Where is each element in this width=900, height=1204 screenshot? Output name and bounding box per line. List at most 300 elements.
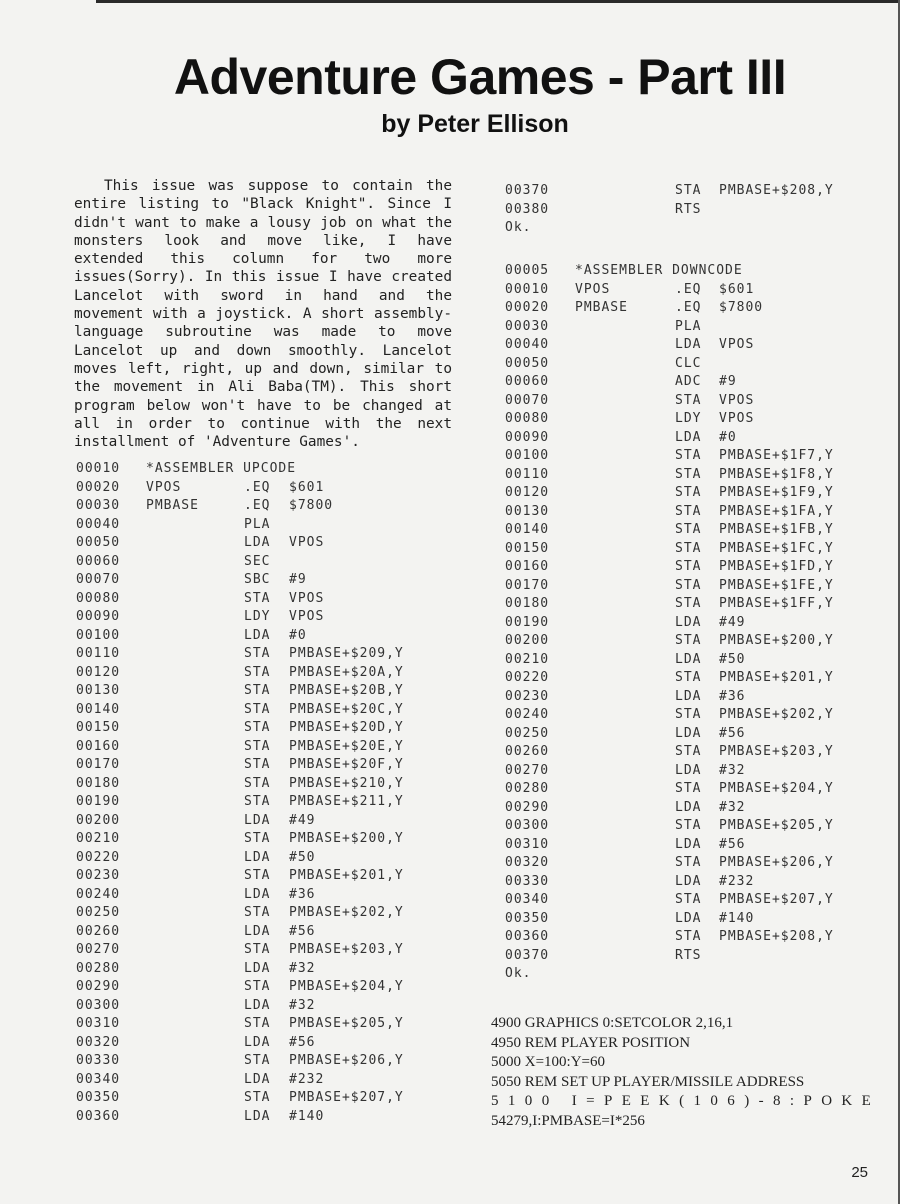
code-arg: #36 (289, 886, 316, 902)
code-op: SEC (244, 553, 271, 569)
code-lab: PMBASE (146, 498, 199, 513)
code-arg: PMBASE+$202,Y (289, 905, 404, 920)
code-num: 00350 (505, 910, 550, 926)
basic-line: 54279,I:PMBASE=I*256 (491, 1112, 645, 1129)
page-number: 25 (851, 1164, 868, 1181)
listing-upcode (76, 460, 436, 1126)
code-op: STA (244, 646, 271, 661)
code-op: SBC (244, 572, 271, 587)
code-op: LDA (244, 1034, 271, 1050)
code-op: LDA (675, 762, 702, 778)
code-num: 00070 (505, 392, 550, 408)
code-line (505, 429, 875, 448)
code-op: LDA (675, 337, 702, 352)
code-arg: #0 (719, 429, 737, 445)
code-num: 00040 (505, 337, 550, 352)
code-line (76, 571, 436, 590)
code-line (76, 923, 436, 942)
basic-line: 5100 I=PEEK(106)-8:POKE (491, 1093, 881, 1109)
code-arg: PMBASE+$205,Y (719, 818, 834, 833)
code-num: 00100 (76, 627, 121, 643)
code-op: STA (675, 781, 702, 796)
code-op: LDA (675, 799, 702, 815)
code-num: 00330 (505, 873, 550, 889)
code-op: STA (675, 744, 702, 759)
code-arg: PMBASE+$1FE,Y (719, 577, 834, 593)
code-op: LDA (675, 873, 702, 889)
code-op: LDA (244, 535, 271, 550)
code-line (76, 1108, 436, 1127)
code-num: 00040 (76, 516, 121, 532)
code-op: STA (675, 707, 702, 722)
code-line (76, 516, 436, 535)
code-num: 00340 (76, 1071, 121, 1087)
code-num: 00130 (505, 503, 550, 519)
listing-upcode-end (505, 182, 875, 238)
code-arg: PMBASE+$20B,Y (289, 683, 404, 698)
code-num: 00180 (76, 775, 121, 791)
code-arg: $7800 (719, 300, 764, 315)
code-op: STA (675, 522, 702, 537)
code-num: 00330 (76, 1053, 121, 1068)
code-num: 00050 (505, 355, 550, 371)
code-line (76, 738, 436, 757)
code-arg: PMBASE+$207,Y (289, 1090, 404, 1105)
code-num: 00050 (76, 535, 121, 550)
code-line (76, 1034, 436, 1053)
code-op: STA (675, 596, 702, 611)
code-line (505, 182, 875, 201)
code-arg: PMBASE+$20E,Y (289, 738, 404, 754)
code-num: 00280 (505, 781, 550, 796)
code-op: STA (244, 1090, 271, 1105)
code-num: 00030 (76, 498, 121, 513)
code-num: 00260 (505, 744, 550, 759)
code-line (505, 725, 875, 744)
code-num: 00240 (505, 707, 550, 722)
code-arg: #140 (289, 1108, 325, 1124)
code-op: LDA (244, 886, 271, 902)
code-arg: PMBASE+$1FA,Y (719, 503, 834, 519)
code-line (505, 706, 875, 725)
code-op: LDA (244, 997, 271, 1013)
code-num: 00340 (505, 892, 550, 907)
code-line (505, 392, 875, 411)
code-line (505, 910, 875, 929)
code-line (76, 719, 436, 738)
code-num: 00010 (76, 461, 121, 476)
code-num: 00320 (76, 1034, 121, 1050)
code-op: STA (244, 590, 271, 606)
code-arg: PMBASE+$20D,Y (289, 720, 404, 735)
code-num: 00230 (76, 868, 121, 883)
code-num: 00080 (505, 411, 550, 426)
code-op: LDA (675, 614, 702, 630)
code-arg: #56 (289, 923, 316, 939)
code-num: 00270 (505, 762, 550, 778)
code-op: STA (675, 929, 702, 944)
code-op: STA (244, 775, 271, 791)
code-line (76, 590, 436, 609)
code-num: 00060 (505, 374, 550, 389)
code-arg: #49 (289, 812, 316, 828)
code-op: STA (244, 1053, 271, 1068)
code-num: 00310 (505, 836, 550, 852)
code-op: LDA (244, 1108, 271, 1124)
code-line (505, 743, 875, 762)
code-line (76, 608, 436, 627)
code-op: LDA (675, 688, 702, 704)
code-op: STA (244, 979, 271, 994)
code-line (505, 262, 875, 281)
code-arg: PMBASE+$207,Y (719, 892, 834, 907)
code-num: 00005 (505, 263, 550, 278)
code-line (76, 867, 436, 886)
code-line (505, 817, 875, 836)
code-arg: VPOS (719, 392, 755, 408)
intro-paragraph: This issue was suppose to contain the entire listing to "Black Knight". Since I didn't want to make a lousy job on what the monsters look and move like, I have extended this column for two more issues(Sorry). In this issue I have created Lancelot with sword in hand and the movement with a joystick. A short assembly-language subroutine was made to move Lancelot up and down smoothly. Lancelot moves left, right, up and down, similar to the movement in Ali Baba(TM). This short program below won't have to be changed at all in order to continue with the next installment of 'Adventure Games'. (74, 178, 452, 451)
code-op: STA (244, 701, 271, 717)
code-arg: PMBASE+$1F9,Y (719, 485, 834, 500)
code-num: 00290 (76, 979, 121, 994)
code-lab: VPOS (146, 479, 182, 495)
basic-line: 4900 GRAPHICS 0:SETCOLOR 2,16,1 (491, 1015, 734, 1031)
code-line (505, 558, 875, 577)
code-op: STA (675, 670, 702, 685)
code-op: LDA (675, 651, 702, 667)
code-num: 00190 (76, 794, 121, 809)
code-arg: PMBASE+$211,Y (289, 794, 404, 809)
code-arg: PMBASE+$208,Y (719, 929, 834, 944)
code-op: STA (675, 633, 702, 648)
code-line (505, 318, 875, 337)
code-op: STA (675, 392, 702, 408)
intro-text (74, 177, 452, 451)
code-line (505, 928, 875, 947)
code-op: PLA (675, 318, 702, 334)
code-arg: PMBASE+$201,Y (289, 868, 404, 883)
code-line (505, 854, 875, 873)
code-line (505, 466, 875, 485)
code-arg: #56 (719, 725, 746, 741)
code-line (76, 479, 436, 498)
article-byline: by Peter Ellison (381, 110, 569, 138)
code-line (76, 1071, 436, 1090)
code-line (505, 873, 875, 892)
code-num: 00150 (76, 720, 121, 735)
code-line (76, 886, 436, 905)
code-arg: #36 (719, 688, 746, 704)
code-op: LDY (244, 609, 271, 624)
code-line (505, 336, 875, 355)
code-arg: PMBASE+$20F,Y (289, 757, 404, 772)
code-num: 00230 (505, 688, 550, 704)
code-num: 00020 (505, 300, 550, 315)
code-num: 00170 (76, 757, 121, 772)
code-op: LDA (244, 960, 271, 976)
code-arg: PMBASE+$1FF,Y (719, 596, 834, 611)
code-arg: #232 (719, 873, 755, 889)
basic-line: 5050 REM SET UP PLAYER/MISSILE ADDRESS (491, 1073, 805, 1090)
code-line (76, 1015, 436, 1034)
code-num: 00250 (76, 905, 121, 920)
code-line (76, 997, 436, 1016)
code-arg: PMBASE+$204,Y (289, 979, 404, 994)
code-line (76, 756, 436, 775)
code-op: LDA (675, 836, 702, 852)
code-op: STA (675, 855, 702, 870)
code-lab: *ASSEMBLER UPCODE (146, 461, 297, 476)
code-num: 00220 (505, 670, 550, 685)
code-num: 00030 (505, 318, 550, 334)
code-arg: #0 (289, 627, 307, 643)
code-arg: PMBASE+$206,Y (719, 855, 834, 870)
code-arg: PMBASE+$20C,Y (289, 701, 404, 717)
code-num: 00270 (76, 942, 121, 957)
code-lab: VPOS (575, 281, 611, 297)
code-arg: PMBASE+$206,Y (289, 1053, 404, 1068)
code-num: 00110 (505, 466, 550, 482)
code-num: 00170 (505, 577, 550, 593)
basic-line: 5000 X=100:Y=60 (491, 1054, 606, 1070)
code-num: 00250 (505, 725, 550, 741)
code-num: 00150 (505, 540, 550, 556)
code-num: 00120 (505, 485, 550, 500)
code-arg: PMBASE+$1FC,Y (719, 540, 834, 556)
code-line (505, 836, 875, 855)
code-num: 00280 (76, 960, 121, 976)
code-op: STA (244, 757, 271, 772)
code-line (505, 577, 875, 596)
code-op: STA (244, 942, 271, 957)
code-line (76, 627, 436, 646)
code-line (76, 793, 436, 812)
code-op: LDA (244, 1071, 271, 1087)
code-arg: PMBASE+$1FB,Y (719, 522, 834, 537)
code-op: CLC (675, 355, 702, 371)
code-arg: PMBASE+$200,Y (289, 831, 404, 846)
code-lab: *ASSEMBLER DOWNCODE (575, 263, 743, 278)
code-op: ADC (675, 374, 702, 389)
code-op: RTS (675, 201, 702, 217)
code-line (76, 1089, 436, 1108)
code-line (505, 651, 875, 670)
code-op: STA (244, 1016, 271, 1031)
code-num: 00380 (505, 201, 550, 217)
code-num: 00180 (505, 596, 550, 611)
code-num: Ok. (505, 966, 532, 981)
code-arg: $601 (719, 281, 755, 297)
code-num: 00010 (505, 281, 550, 297)
code-line (505, 373, 875, 392)
code-line (505, 521, 875, 540)
code-arg: #49 (719, 614, 746, 630)
code-line (76, 775, 436, 794)
code-op: STA (244, 868, 271, 883)
code-op: STA (675, 183, 702, 198)
code-line (505, 614, 875, 633)
code-num: 00140 (505, 522, 550, 537)
code-arg: PMBASE+$205,Y (289, 1016, 404, 1031)
code-line (505, 762, 875, 781)
code-op: STA (244, 720, 271, 735)
code-line (505, 799, 875, 818)
code-num: 00350 (76, 1090, 121, 1105)
code-num: 00310 (76, 1016, 121, 1031)
code-num: 00300 (505, 818, 550, 833)
basic-line: 4950 REM PLAYER POSITION (491, 1034, 691, 1051)
code-op: .EQ (244, 498, 271, 513)
code-line (505, 595, 875, 614)
code-op: LDA (675, 429, 702, 445)
code-op: STA (675, 540, 702, 556)
code-num: 00320 (505, 855, 550, 870)
code-line (76, 701, 436, 720)
code-op: .EQ (675, 281, 702, 297)
code-arg: #32 (289, 997, 316, 1013)
code-line (76, 978, 436, 997)
code-num: 00110 (76, 646, 121, 661)
code-num: 00370 (505, 947, 550, 963)
code-arg: VPOS (289, 609, 325, 624)
code-op: LDA (244, 812, 271, 828)
code-op: STA (675, 892, 702, 907)
code-line (505, 219, 875, 238)
code-num: 00200 (76, 812, 121, 828)
code-num: 00120 (76, 664, 121, 680)
code-num: 00220 (76, 849, 121, 865)
code-arg: PMBASE+$203,Y (719, 744, 834, 759)
code-op: STA (675, 577, 702, 593)
code-line (76, 960, 436, 979)
page-top-border (96, 0, 900, 3)
code-line (505, 632, 875, 651)
code-arg: #56 (289, 1034, 316, 1050)
code-arg: #56 (719, 836, 746, 852)
code-op: PLA (244, 516, 271, 532)
code-op: STA (675, 818, 702, 833)
code-op: LDA (675, 910, 702, 926)
code-line (76, 812, 436, 831)
code-arg: PMBASE+$20A,Y (289, 664, 404, 680)
code-op: LDA (244, 849, 271, 865)
code-line (76, 830, 436, 849)
code-arg: #50 (289, 849, 316, 865)
code-arg: #9 (719, 374, 737, 389)
basic-listing (491, 1014, 881, 1131)
code-line (505, 688, 875, 707)
code-op: STA (244, 794, 271, 809)
code-op: STA (244, 683, 271, 698)
code-num: 00140 (76, 701, 121, 717)
code-num: 00260 (76, 923, 121, 939)
code-op: LDY (675, 411, 702, 426)
code-op: STA (244, 831, 271, 846)
code-arg: #32 (719, 799, 746, 815)
code-line (505, 947, 875, 966)
code-num: 00210 (505, 651, 550, 667)
code-op: STA (244, 905, 271, 920)
code-num: 00190 (505, 614, 550, 630)
code-arg: PMBASE+$203,Y (289, 942, 404, 957)
code-arg: VPOS (719, 411, 755, 426)
code-op: STA (675, 559, 702, 574)
code-arg: $7800 (289, 498, 334, 513)
code-arg: PMBASE+$1FD,Y (719, 559, 834, 574)
article-title: Adventure Games - Part III (173, 49, 787, 105)
listing-downcode (505, 262, 875, 984)
code-arg: PMBASE+$204,Y (719, 781, 834, 796)
code-num: 00070 (76, 572, 121, 587)
code-line (505, 891, 875, 910)
code-lab: PMBASE (575, 300, 628, 315)
code-line (505, 780, 875, 799)
code-num: 00210 (76, 831, 121, 846)
code-op: STA (675, 448, 702, 463)
code-arg: #232 (289, 1071, 325, 1087)
code-arg: $601 (289, 479, 325, 495)
code-num: 00090 (76, 609, 121, 624)
code-line (76, 497, 436, 516)
code-arg: PMBASE+$208,Y (719, 183, 834, 198)
code-num: 00080 (76, 590, 121, 606)
code-line (505, 669, 875, 688)
code-num: Ok. (505, 220, 532, 235)
code-line (76, 534, 436, 553)
code-op: STA (675, 485, 702, 500)
code-arg: #50 (719, 651, 746, 667)
code-line (505, 201, 875, 220)
code-line (76, 849, 436, 868)
code-num: 00160 (76, 738, 121, 754)
code-arg: #32 (719, 762, 746, 778)
code-line (76, 1052, 436, 1071)
code-num: 00240 (76, 886, 121, 902)
code-line (505, 540, 875, 559)
code-arg: PMBASE+$202,Y (719, 707, 834, 722)
code-line (505, 484, 875, 503)
code-op: .EQ (244, 479, 271, 495)
code-num: 00360 (76, 1108, 121, 1124)
code-arg: VPOS (289, 535, 325, 550)
code-arg: VPOS (289, 590, 325, 606)
code-arg: PMBASE+$1F8,Y (719, 466, 834, 482)
code-line (505, 503, 875, 522)
code-arg: #32 (289, 960, 316, 976)
code-line (76, 645, 436, 664)
code-arg: #9 (289, 572, 307, 587)
code-line (505, 281, 875, 300)
code-op: RTS (675, 947, 702, 963)
code-op: STA (244, 738, 271, 754)
code-arg: PMBASE+$1F7,Y (719, 448, 834, 463)
code-line (505, 355, 875, 374)
code-num: 00160 (505, 559, 550, 574)
code-arg: PMBASE+$201,Y (719, 670, 834, 685)
code-arg: PMBASE+$209,Y (289, 646, 404, 661)
code-line (505, 965, 875, 984)
code-line (76, 682, 436, 701)
code-op: STA (675, 503, 702, 519)
code-num: 00360 (505, 929, 550, 944)
code-num: 00060 (76, 553, 121, 569)
code-line (76, 460, 436, 479)
code-line (505, 299, 875, 318)
code-line (505, 410, 875, 429)
code-line (76, 664, 436, 683)
code-op: .EQ (675, 300, 702, 315)
code-arg: #140 (719, 910, 755, 926)
